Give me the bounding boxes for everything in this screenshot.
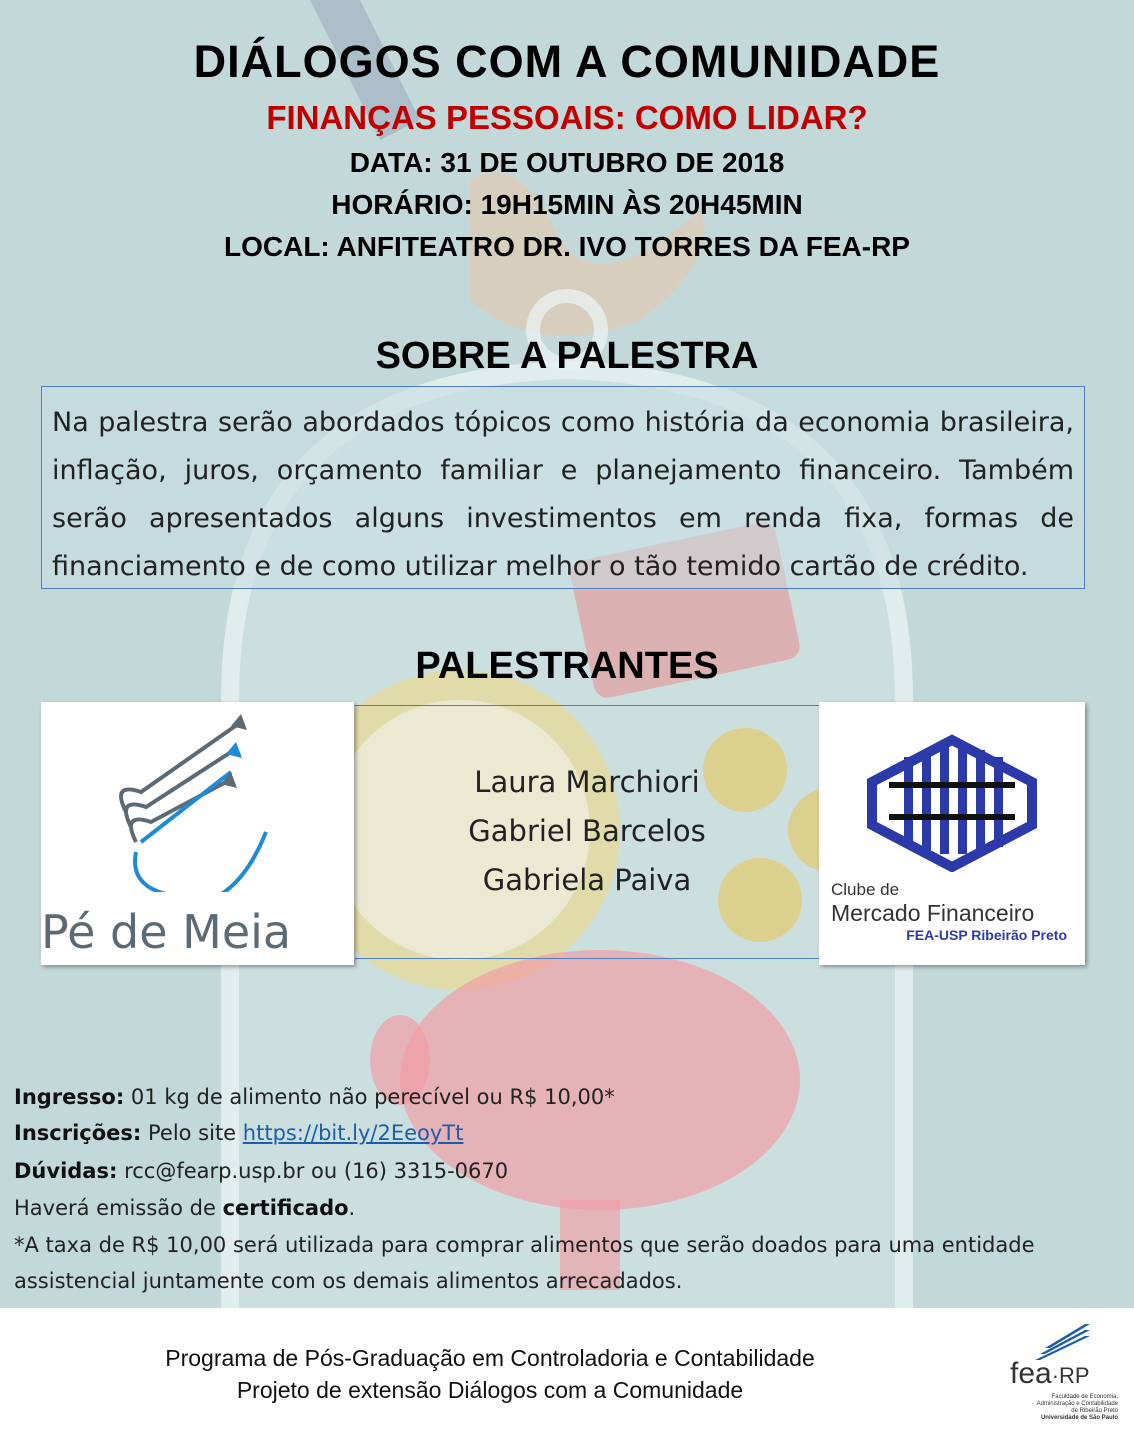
speaker-name: Gabriela Paiva bbox=[482, 863, 692, 897]
about-text: Na palestra serão abordados tópicos como história da economia brasileira, inflação, juros, orçamento familiar e planejamento financeiro. Também serão apresentados alguns investimentos em renda fixa, formas de financiamento e de como utilizar melhor o tão temido cartão de crédito. bbox=[41, 386, 1085, 589]
info-inscricoes bbox=[14, 1118, 463, 1148]
footer-line1: Programa de Pós-Graduação em Controladoria e Contabilidade bbox=[165, 1345, 815, 1371]
cmf-hexagon-graphic bbox=[819, 702, 1085, 872]
about-title: SOBRE A PALESTRA bbox=[375, 335, 759, 377]
info-note-line2: assistencial juntamente com os demais alimentos arrecadados. bbox=[14, 1269, 683, 1293]
event-subtitle: FINANÇAS PESSOAIS: COMO LIDAR? bbox=[266, 99, 868, 136]
fea-rp-wordmark: fea·RP bbox=[1010, 1357, 1090, 1390]
event-date: DATA: 31 DE OUTUBRO DE 2018 bbox=[349, 147, 785, 178]
pe-de-meia-text: Pé de Meia bbox=[41, 905, 292, 959]
pe-de-meia-logo bbox=[41, 702, 354, 965]
cmf-line2: Mercado Financeiro bbox=[831, 900, 1035, 926]
info-ingresso bbox=[14, 1082, 615, 1112]
event-time: HORÁRIO: 19H15MIN ÀS 20H45MIN bbox=[331, 189, 803, 220]
info-certificado bbox=[14, 1193, 355, 1223]
ingresso-value: 01 kg de alimento não perecível ou R$ 10,00* bbox=[130, 1085, 615, 1109]
event-location: LOCAL: ANFITEATRO DR. IVO TORRES DA FEA-RP bbox=[224, 231, 910, 262]
duvidas-value: rcc@fearp.usp.br ou (16) 3315-0670 bbox=[124, 1159, 509, 1183]
duvidas-label: Dúvidas: bbox=[14, 1159, 118, 1183]
footer-line2: Projeto de extensão Diálogos com a Comunidade bbox=[236, 1377, 744, 1403]
info-note-line1: *A taxa de R$ 10,00 será utilizada para comprar alimentos que serão doados para uma entidade bbox=[14, 1233, 1035, 1257]
fea-rp-caption: Faculdade de Economia, Administração e Contabilidade de Ribeirão Preto Universidade de São Paulo bbox=[1036, 1394, 1118, 1421]
fea-rp-logo bbox=[1000, 1318, 1120, 1430]
certificado-bold: certificado bbox=[222, 1196, 349, 1220]
speaker-name: Laura Marchiori bbox=[474, 765, 700, 799]
speaker-name: Gabriel Barcelos bbox=[468, 814, 706, 848]
info-duvidas bbox=[14, 1156, 508, 1186]
inscricoes-label: Inscrições: bbox=[14, 1121, 142, 1145]
speakers-title: PALESTRANTES bbox=[415, 645, 719, 687]
certificado-prefix: Haverá emissão de bbox=[14, 1196, 216, 1220]
inscricoes-prefix: Pelo site bbox=[147, 1121, 237, 1145]
cmf-line3: FEA-USP Ribeirão Preto bbox=[906, 927, 1067, 943]
pe-de-meia-graphic bbox=[41, 702, 354, 892]
clube-mercado-financeiro-logo bbox=[819, 702, 1085, 965]
certificado-suffix: . bbox=[348, 1196, 356, 1220]
event-title: DIÁLOGOS COM A COMUNIDADE bbox=[193, 36, 941, 87]
inscricoes-link[interactable]: https://bit.ly/2EeoyTt bbox=[242, 1121, 464, 1145]
ingresso-label: Ingresso: bbox=[14, 1085, 125, 1109]
cmf-line1: Clube de bbox=[831, 880, 900, 899]
